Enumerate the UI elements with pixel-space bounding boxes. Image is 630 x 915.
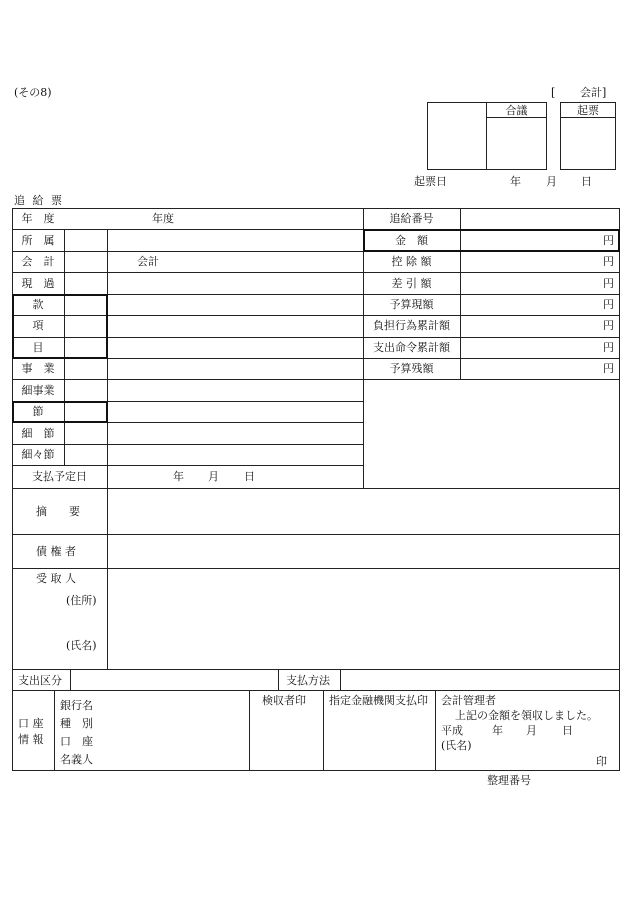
seal-label: 印 bbox=[596, 755, 607, 768]
summary-table bbox=[12, 488, 620, 670]
payee-label: 受 取 人 bbox=[36, 572, 76, 585]
sheet-number: (その8) bbox=[14, 86, 52, 99]
account-type-label: 種 別 bbox=[60, 717, 93, 730]
burden-cumulative-unit: 円 bbox=[603, 319, 614, 332]
kan-label: 款 bbox=[32, 298, 44, 311]
expense-class-label: 支出区分 bbox=[18, 674, 62, 687]
issue-date-year: 年 bbox=[510, 175, 521, 188]
account-label: 会計] bbox=[580, 86, 607, 99]
form-title: 追 給 票 bbox=[14, 194, 64, 207]
account-bracket: [ bbox=[551, 86, 556, 99]
project-label: 事 業 bbox=[21, 362, 55, 375]
era-label: 平成 bbox=[441, 724, 463, 737]
address-label: (住所) bbox=[66, 594, 97, 607]
account-info-label-2: 情 報 bbox=[18, 733, 44, 746]
supp-number-label: 追給番号 bbox=[389, 212, 434, 225]
amount-unit: 円 bbox=[603, 234, 614, 247]
payment-method-label: 支払方法 bbox=[286, 674, 330, 687]
bank-name-label: 銀行名 bbox=[60, 699, 93, 712]
issue-header: 起票 bbox=[577, 104, 599, 117]
fiscal-year-label: 年 度 bbox=[21, 212, 55, 225]
affiliation-label: 所 属 bbox=[21, 234, 55, 247]
accounting-label: 会 計 bbox=[21, 255, 55, 268]
deduction-unit: 円 bbox=[603, 255, 614, 268]
payment-date-label: 支払予定日 bbox=[32, 470, 87, 483]
burden-cumulative-label: 負担行為累計額 bbox=[373, 319, 450, 332]
bank-seal-label: 指定金融機関支払印 bbox=[329, 694, 428, 707]
receipt-month: 月 bbox=[526, 724, 537, 737]
sub-project-label: 細事業 bbox=[21, 384, 55, 397]
expenditure-cumulative-unit: 円 bbox=[603, 341, 614, 354]
amount-label: 金 額 bbox=[395, 234, 428, 247]
expenditure-cumulative-label: 支出命令累計額 bbox=[373, 341, 450, 354]
accounting-value: 会計 bbox=[137, 255, 159, 268]
current-year-label: 現 過 bbox=[21, 277, 55, 290]
budget-remaining-label: 予算残額 bbox=[389, 362, 434, 375]
net-amount-unit: 円 bbox=[603, 277, 614, 290]
sub-sub-setsu-label: 細々節 bbox=[21, 448, 55, 461]
fiscal-year-value: 年度 bbox=[152, 212, 174, 225]
issue-date-month: 月 bbox=[546, 175, 557, 188]
budget-remaining-unit: 円 bbox=[603, 362, 614, 375]
approval-header: 合議 bbox=[505, 104, 528, 117]
receipt-day: 日 bbox=[562, 724, 573, 737]
inspector-seal-label: 検収者印 bbox=[262, 694, 306, 707]
creditor-label: 債 権 者 bbox=[36, 545, 76, 558]
account-holder-label: 名義人 bbox=[60, 753, 93, 766]
payment-day: 日 bbox=[244, 470, 255, 483]
issue-date-label: 起票日 bbox=[414, 175, 447, 188]
receipt-name-label: (氏名) bbox=[441, 739, 472, 752]
moku-label: 目 bbox=[32, 341, 44, 354]
deduction-label: 控 除 額 bbox=[391, 255, 432, 268]
issue-date-day: 日 bbox=[581, 175, 592, 188]
sub-setsu-label: 細 節 bbox=[21, 427, 55, 440]
payment-month: 月 bbox=[208, 470, 219, 483]
setsu-label: 節 bbox=[32, 405, 44, 418]
kou-label: 項 bbox=[32, 319, 44, 332]
name-label: (氏名) bbox=[66, 639, 97, 652]
payment-year: 年 bbox=[173, 470, 184, 483]
accountant-label: 会計管理者 bbox=[441, 694, 496, 707]
description-label: 摘 要 bbox=[36, 505, 80, 518]
account-info-label-1: 口 座 bbox=[18, 717, 44, 730]
budget-current-label: 予算現額 bbox=[389, 298, 434, 311]
receipt-year: 年 bbox=[492, 724, 503, 737]
reference-number-label: 整理番号 bbox=[487, 774, 531, 787]
account-number-label: 口 座 bbox=[60, 735, 93, 748]
net-amount-label: 差 引 額 bbox=[391, 277, 432, 290]
budget-current-unit: 円 bbox=[603, 298, 614, 311]
received-text: 上記の金額を領収しました。 bbox=[455, 709, 598, 722]
